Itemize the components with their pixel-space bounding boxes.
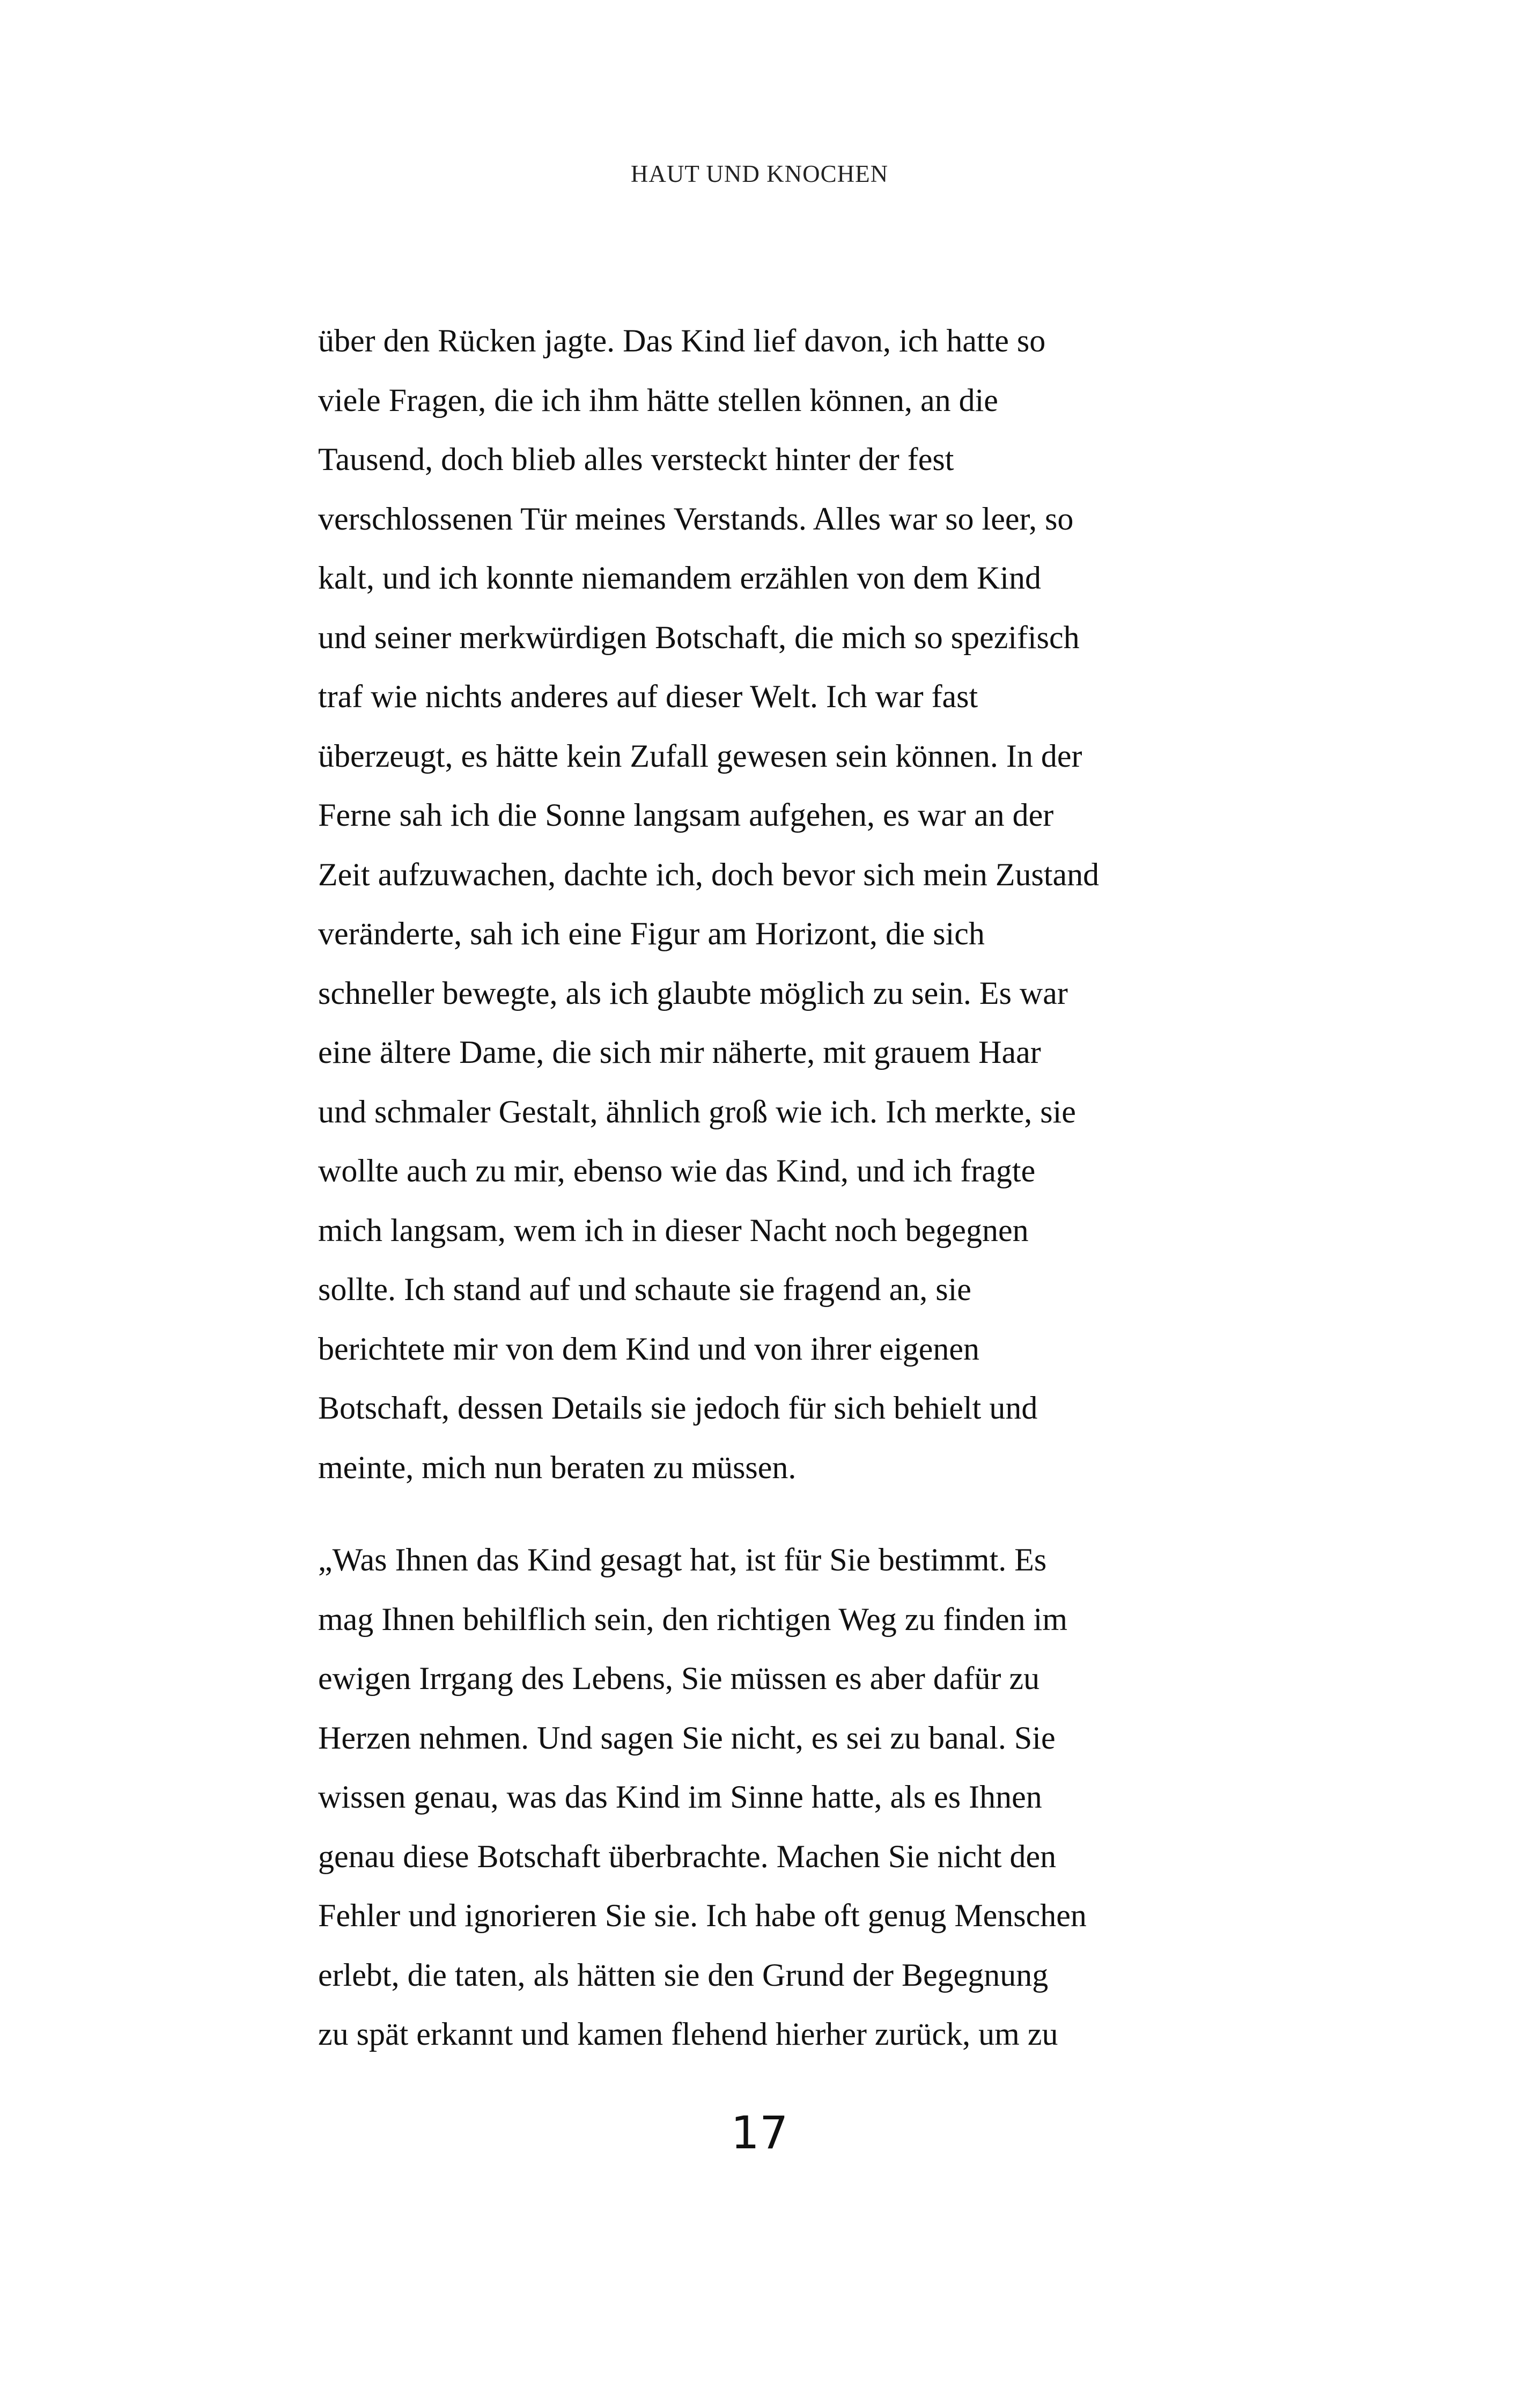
text-line: Herzen nehmen. Und sagen Sie nicht, es sei zu banal. Sie [318,1720,1056,1756]
text-line: Tausend, doch blieb alles versteckt hinter der fest [318,442,954,477]
text-line: Botschaft, dessen Details sie jedoch für sich behielt und [318,1390,1038,1426]
text-line: mag Ihnen behilflich sein, den richtigen Weg zu finden im [318,1601,1067,1637]
text-line: genau diese Botschaft überbrachte. Machen Sie nicht den [318,1838,1057,1874]
text-line: und seiner merkwürdigen Botschaft, die mich so spezifisch [318,619,1080,655]
text-line: „Was Ihnen das Kind gesagt hat, ist für Sie bestimmt. Es [318,1542,1047,1577]
text-line: über den Rücken jagte. Das Kind lief davon, ich hatte so [318,323,1046,358]
text-line: viele Fragen, die ich ihm hätte stellen können, an die [318,382,998,418]
text-line: schneller bewegte, als ich glaubte möglich zu sein. Es war [318,975,1068,1011]
text-line: und schmaler Gestalt, ähnlich groß wie ich. Ich merkte, sie [318,1093,1076,1129]
text-line: meinte, mich nun beraten zu müssen. [318,1449,797,1485]
text-line: Fehler und ignorieren Sie sie. Ich habe oft genug Menschen [318,1898,1087,1933]
text-line: wissen genau, was das Kind im Sinne hatte, als es Ihnen [318,1779,1042,1815]
body-text [318,311,1230,2064]
text-line: wollte auch zu mir, ebenso wie das Kind, und ich fragte [318,1153,1036,1188]
text-line: zu spät erkannt und kamen flehend hierher zurück, um zu [318,2016,1058,2052]
text-line: veränderte, sah ich eine Figur am Horizont, die sich [318,916,985,951]
text-line: traf wie nichts anderes auf dieser Welt. Ich war fast [318,679,978,714]
text-line: überzeugt, es hätte kein Zufall gewesen sein können. In der [318,738,1082,774]
text-line: Zeit aufzuwachen, dachte ich, doch bevor sich mein Zustand [318,856,1100,892]
text-line: erlebt, die taten, als hätten sie den Grund der Begegnung [318,1957,1049,1993]
paragraph-gap [318,1497,1230,1530]
text-line: verschlossenen Tür meines Verstands. Alles war so leer, so [318,501,1074,537]
text-line: mich langsam, wem ich in dieser Nacht noch begegnen [318,1212,1029,1248]
paragraph-2 [318,1530,1230,2064]
text-line: berichtete mir von dem Kind und von ihrer eigenen [318,1331,979,1367]
text-line: kalt, und ich konnte niemandem erzählen von dem Kind [318,560,1041,596]
text-line: eine ältere Dame, die sich mir näherte, mit grauem Haar [318,1034,1041,1070]
text-line: Ferne sah ich die Sonne langsam aufgehen, es war an der [318,797,1054,833]
text-line: ewigen Irrgang des Lebens, Sie müssen es aber dafür zu [318,1661,1040,1696]
page-number: 17 [731,2106,788,2159]
running-header: HAUT UND KNOCHEN [630,160,889,187]
paragraph-1 [318,311,1230,1497]
text-line: sollte. Ich stand auf und schaute sie fragend an, sie [318,1272,971,1307]
